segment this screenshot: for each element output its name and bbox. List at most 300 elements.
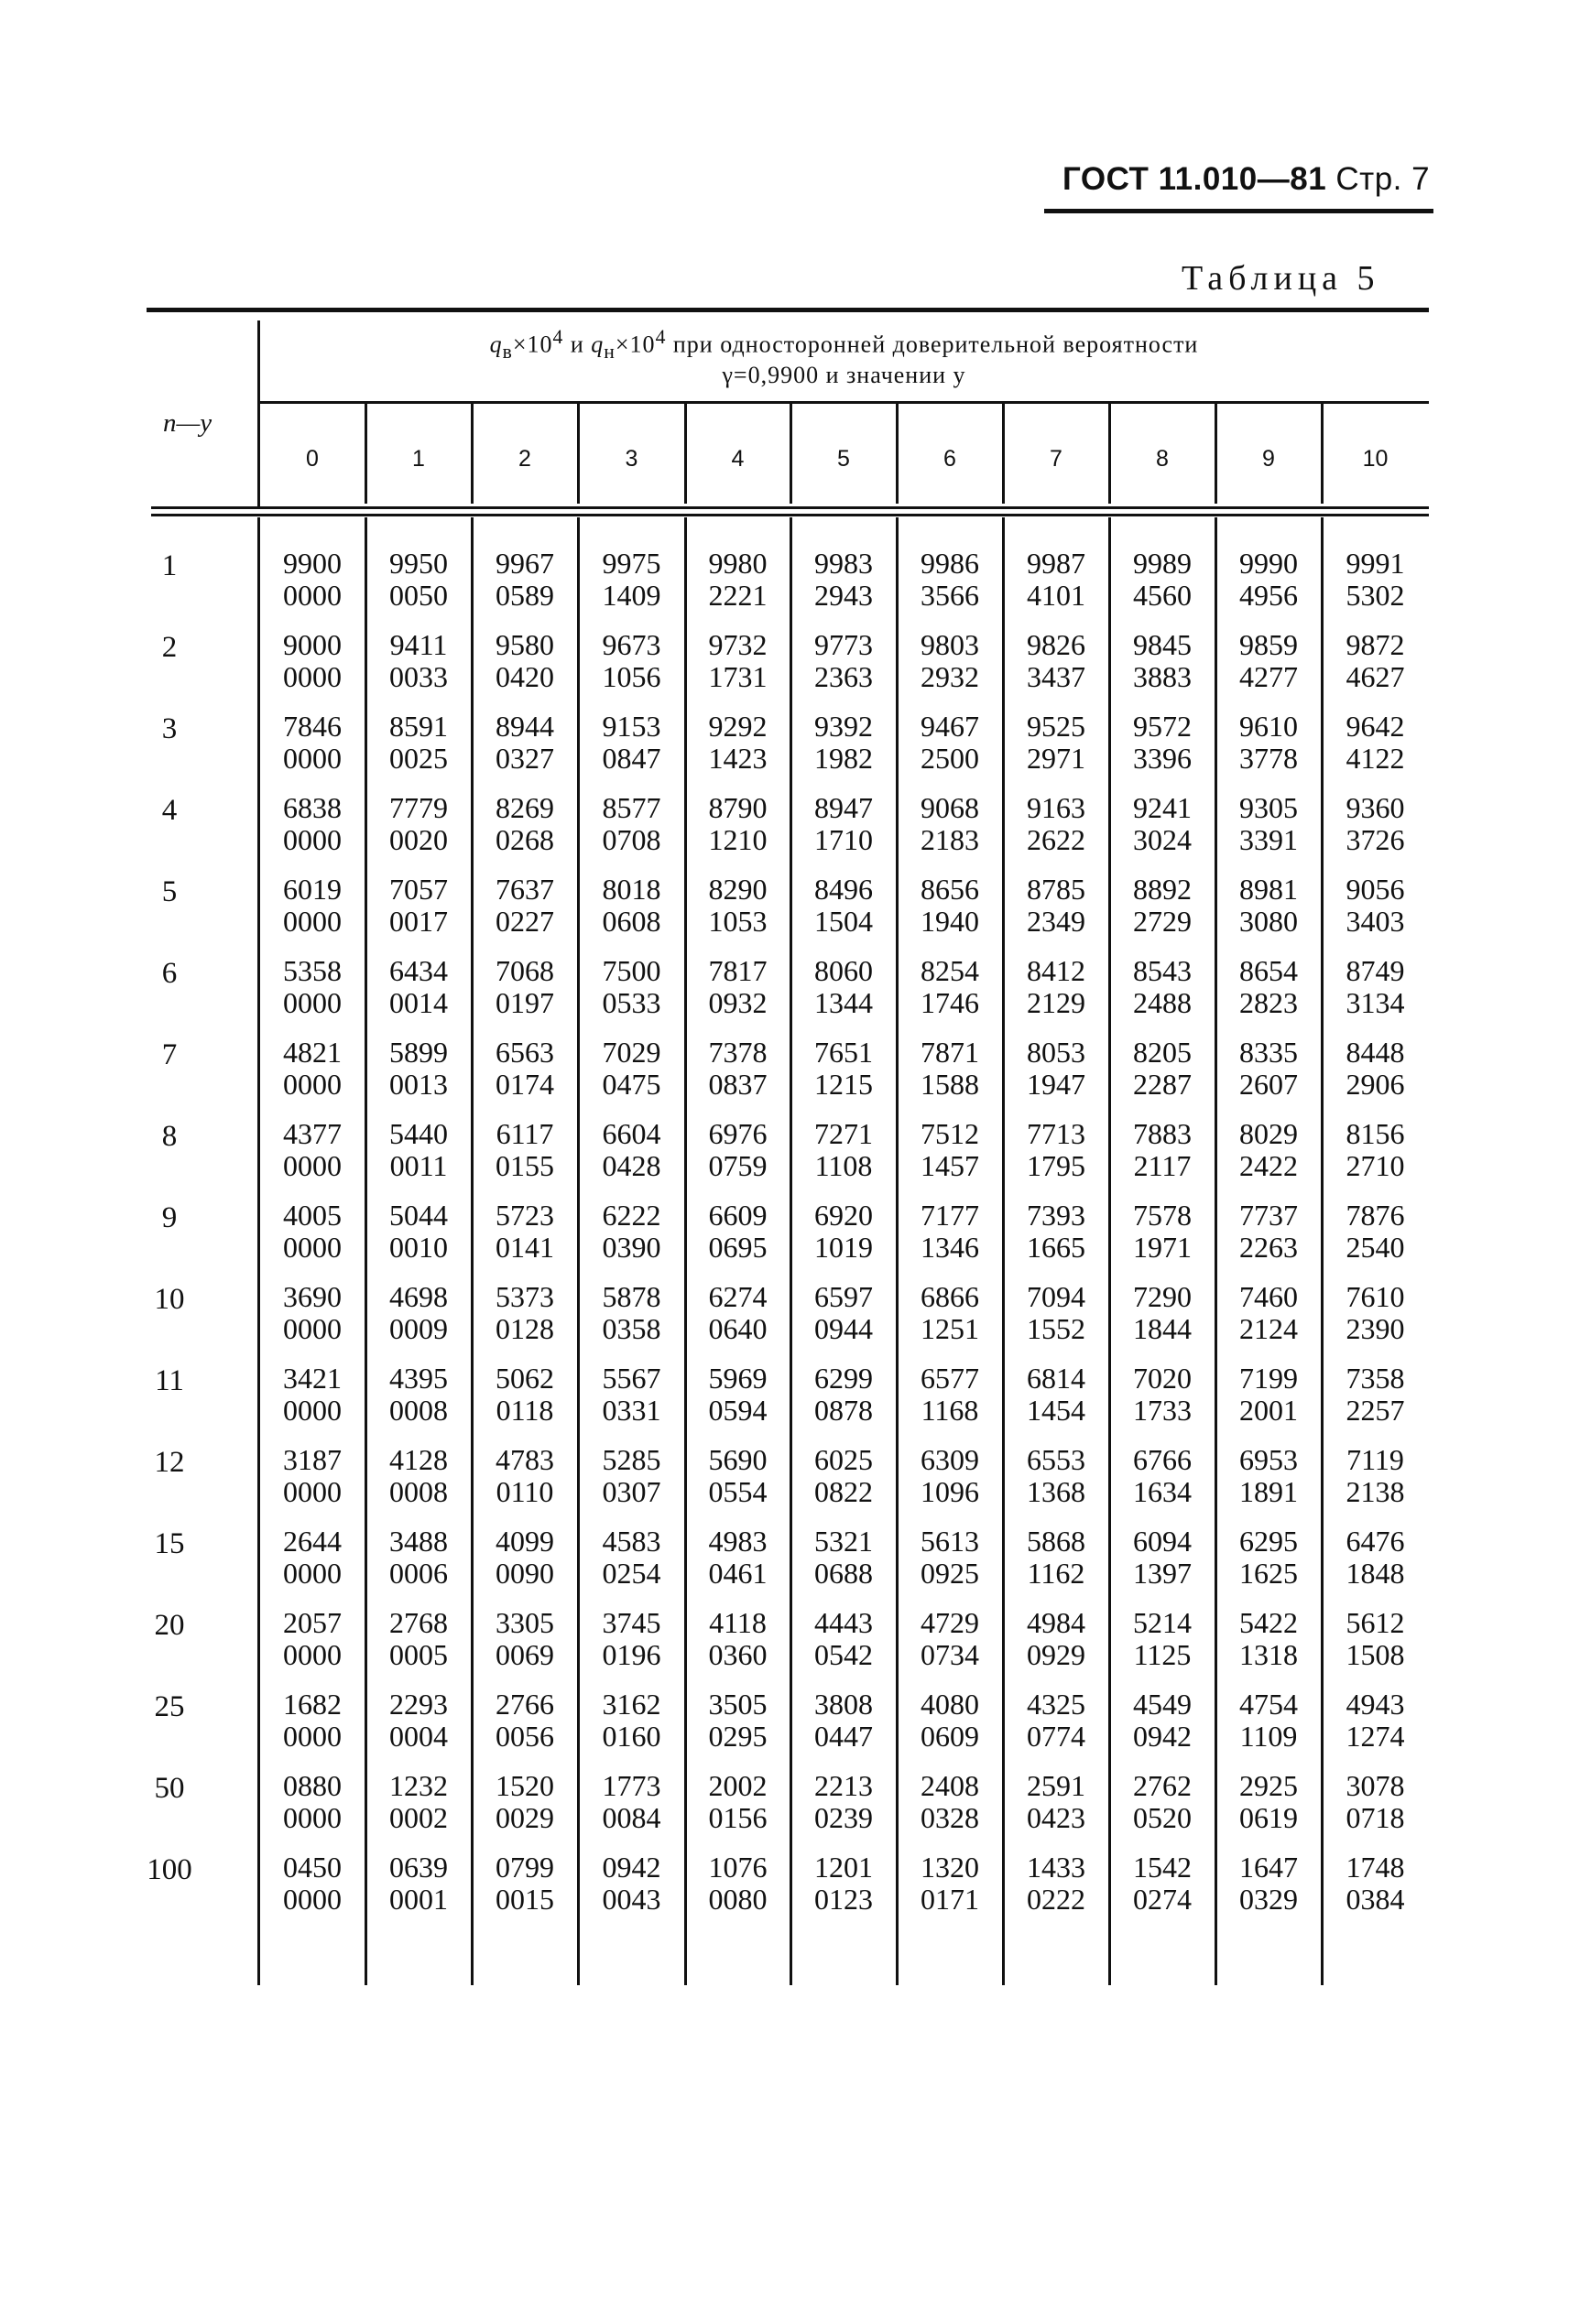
lower-value: 4101	[1027, 579, 1085, 612]
upper-value: 0639	[389, 1851, 448, 1884]
upper-value: 4549	[1133, 1688, 1192, 1721]
upper-value: 7871	[921, 1036, 979, 1069]
lower-value: 4627	[1346, 660, 1405, 693]
table-cell	[1003, 1281, 1109, 1345]
lower-value: 0000	[283, 660, 342, 693]
lower-value: 1318	[1239, 1638, 1298, 1671]
upper-value: 5878	[602, 1280, 661, 1313]
upper-value: 7876	[1346, 1199, 1405, 1232]
lower-value: 0589	[496, 579, 554, 612]
upper-value: 3187	[283, 1443, 342, 1476]
lower-value: 0274	[1133, 1883, 1192, 1916]
upper-value: 1201	[814, 1851, 873, 1884]
lower-value: 1746	[921, 986, 979, 1019]
lower-value: 0050	[389, 579, 448, 612]
upper-value: 2591	[1027, 1769, 1085, 1802]
lower-value: 0043	[602, 1883, 661, 1916]
table-cell	[472, 1363, 578, 1427]
column-header: 10	[1362, 446, 1389, 472]
lower-value: 2257	[1346, 1394, 1405, 1427]
lower-value: 0171	[921, 1883, 979, 1916]
upper-value: 1433	[1027, 1851, 1085, 1884]
table-cell	[472, 1118, 578, 1182]
table-cell	[578, 1607, 685, 1671]
upper-value: 2762	[1133, 1769, 1192, 1802]
lower-value: 2540	[1346, 1231, 1405, 1264]
table-cell	[897, 629, 1003, 693]
upper-value: 4099	[496, 1525, 554, 1558]
table-cell	[1109, 548, 1215, 612]
table-cell	[790, 1852, 897, 1916]
table-cell	[1003, 955, 1109, 1019]
upper-value: 8290	[708, 873, 768, 906]
lower-value: 0390	[602, 1231, 661, 1264]
lower-value: 1844	[1133, 1312, 1192, 1345]
upper-value: 1520	[496, 1769, 554, 1802]
lower-value: 0174	[496, 1068, 554, 1101]
upper-value: 7290	[1133, 1280, 1192, 1313]
upper-value: 9467	[921, 710, 979, 743]
upper-value: 6920	[814, 1199, 873, 1232]
upper-value: 9987	[1027, 547, 1085, 580]
table-cell	[1109, 1526, 1215, 1590]
table-cell	[1215, 1444, 1322, 1508]
upper-value: 7119	[1346, 1443, 1404, 1476]
lower-value: 0774	[1027, 1720, 1085, 1753]
header-bottom-double-rule-2	[151, 514, 1429, 516]
upper-value: 7057	[389, 873, 448, 906]
table-cell	[897, 1689, 1003, 1753]
row-label: 100	[147, 1853, 192, 1886]
table-cell	[790, 1444, 897, 1508]
lower-value: 1457	[921, 1149, 979, 1182]
table-cell	[897, 1444, 1003, 1508]
row-header-label: n—y	[163, 408, 212, 438]
upper-value: 7637	[496, 873, 554, 906]
table-cell	[1322, 792, 1429, 856]
upper-value: 9000	[283, 628, 342, 661]
table-cell	[1322, 548, 1429, 612]
lower-value: 0056	[496, 1720, 554, 1753]
upper-value: 5373	[496, 1280, 554, 1313]
lower-value: 1508	[1346, 1638, 1405, 1671]
lower-value: 2390	[1346, 1312, 1405, 1345]
table-cell	[1109, 1770, 1215, 1834]
table-cell	[259, 711, 365, 775]
table-cell	[790, 955, 897, 1019]
column-header: 3	[625, 446, 638, 472]
table-cell	[790, 1281, 897, 1345]
table-cell	[1003, 1200, 1109, 1264]
lower-value: 1168	[921, 1394, 979, 1427]
upper-value: 9642	[1346, 710, 1405, 743]
upper-value: 9986	[921, 547, 979, 580]
table-cell	[790, 711, 897, 775]
upper-value: 9292	[708, 710, 768, 743]
lower-value: 2488	[1133, 986, 1192, 1019]
lower-value: 4122	[1346, 742, 1405, 775]
table-cell	[472, 874, 578, 938]
table-cell	[1215, 629, 1322, 693]
table-cell	[897, 711, 1003, 775]
lower-value: 3566	[921, 579, 979, 612]
table-cell	[685, 1037, 790, 1101]
table-cell	[1215, 955, 1322, 1019]
table-cell	[472, 1526, 578, 1590]
upper-value: 6866	[921, 1280, 979, 1313]
lower-value: 0420	[496, 660, 554, 693]
upper-value: 3745	[602, 1606, 661, 1639]
lower-value: 1215	[814, 1068, 873, 1101]
upper-value: 6563	[496, 1036, 554, 1069]
lower-value: 1891	[1239, 1475, 1298, 1508]
lower-value: 0033	[389, 660, 448, 693]
column-header: 6	[943, 446, 956, 472]
lower-value: 1108	[814, 1149, 873, 1182]
upper-value: 9392	[814, 710, 873, 743]
upper-value: 8205	[1133, 1036, 1192, 1069]
row-label: 50	[154, 1772, 185, 1805]
upper-value: 7358	[1346, 1362, 1405, 1395]
lower-value: 0069	[496, 1638, 554, 1671]
upper-value: 6094	[1133, 1525, 1192, 1558]
lower-value: 4277	[1239, 660, 1298, 693]
upper-value: 9525	[1027, 710, 1085, 743]
upper-value: 1748	[1346, 1851, 1405, 1884]
column-header: 4	[731, 446, 745, 472]
lower-value: 0017	[389, 905, 448, 938]
upper-value: 9989	[1133, 547, 1192, 580]
lower-value: 0222	[1027, 1883, 1085, 1916]
lower-value: 0461	[708, 1557, 768, 1590]
upper-value: 6309	[921, 1443, 979, 1476]
header-rule	[1044, 209, 1433, 213]
table-cell	[1109, 955, 1215, 1019]
table-cell	[472, 1770, 578, 1834]
table-cell	[685, 1118, 790, 1182]
lower-value: 1109	[1239, 1720, 1298, 1753]
table-cell	[1322, 1607, 1429, 1671]
lower-value: 2287	[1133, 1068, 1192, 1101]
table-cell	[259, 629, 365, 693]
upper-value: 3505	[708, 1688, 768, 1721]
table-cell	[685, 1770, 790, 1834]
upper-value: 6476	[1346, 1525, 1405, 1558]
standard-number: ГОСТ 11.010—81	[1062, 161, 1327, 197]
lower-value: 0688	[814, 1557, 873, 1590]
table-cell	[897, 548, 1003, 612]
lower-value: 0520	[1133, 1801, 1192, 1834]
table-cell	[897, 1363, 1003, 1427]
upper-value: 2213	[814, 1769, 873, 1802]
upper-value: 4377	[283, 1117, 342, 1150]
table-cell	[365, 548, 472, 612]
lower-value: 0118	[496, 1394, 554, 1427]
row-label: 10	[154, 1283, 185, 1316]
table-cell	[1109, 1444, 1215, 1508]
lower-value: 0932	[708, 986, 768, 1019]
upper-value: 7846	[283, 710, 342, 743]
table-cell	[472, 629, 578, 693]
table-cell	[1322, 955, 1429, 1019]
upper-value: 4080	[921, 1688, 979, 1721]
table-cell	[1215, 548, 1322, 612]
upper-value: 0450	[283, 1851, 342, 1884]
upper-value: 8947	[814, 791, 873, 824]
upper-value: 6597	[814, 1280, 873, 1313]
row-label: 6	[161, 957, 178, 990]
table-cell	[365, 1200, 472, 1264]
lower-value: 1409	[602, 579, 661, 612]
table-cell	[685, 1281, 790, 1345]
table-cell	[685, 1526, 790, 1590]
table-cell	[685, 629, 790, 693]
upper-value: 9967	[496, 547, 554, 580]
lower-value: 1251	[921, 1312, 979, 1345]
lower-value: 0822	[814, 1475, 873, 1508]
upper-value: 4395	[389, 1362, 448, 1395]
table-cell	[790, 1200, 897, 1264]
table-cell	[1215, 1526, 1322, 1590]
upper-value: 9900	[283, 547, 342, 580]
lower-value: 0001	[389, 1883, 448, 1916]
upper-value: 7883	[1133, 1117, 1192, 1150]
lower-value: 1368	[1027, 1475, 1085, 1508]
upper-value: 6838	[283, 791, 342, 824]
lower-value: 0000	[283, 579, 342, 612]
lower-value: 0423	[1027, 1801, 1085, 1834]
upper-value: 9580	[496, 628, 554, 661]
lower-value: 1795	[1027, 1149, 1085, 1182]
table-cell	[685, 1200, 790, 1264]
lower-value: 0878	[814, 1394, 873, 1427]
lower-value: 2622	[1027, 823, 1085, 856]
table-cell	[685, 1444, 790, 1508]
upper-value: 0799	[496, 1851, 554, 1884]
table-cell	[472, 955, 578, 1019]
table-cell	[790, 1363, 897, 1427]
table-cell	[365, 629, 472, 693]
lower-value: 0475	[602, 1068, 661, 1101]
upper-value: 4118	[709, 1606, 767, 1639]
upper-value: 6814	[1027, 1362, 1085, 1395]
upper-value: 8496	[814, 873, 873, 906]
lower-value: 1344	[814, 986, 873, 1019]
lower-value: 0009	[389, 1312, 448, 1345]
table-cell	[259, 1281, 365, 1345]
lower-value: 4560	[1133, 579, 1192, 612]
lower-value: 0029	[496, 1801, 554, 1834]
lower-value: 0594	[708, 1394, 768, 1427]
table-cell	[365, 955, 472, 1019]
table-cell	[1003, 1037, 1109, 1101]
upper-value: 0942	[602, 1851, 661, 1884]
upper-value: 9872	[1346, 628, 1405, 661]
lower-value: 0160	[602, 1720, 661, 1753]
lower-value: 0000	[283, 1312, 342, 1345]
table-cell	[259, 548, 365, 612]
lower-value: 0110	[496, 1475, 554, 1508]
upper-value: 5440	[389, 1117, 448, 1150]
lower-value: 0554	[708, 1475, 768, 1508]
lower-value: 1731	[708, 660, 768, 693]
upper-value: 4821	[283, 1036, 342, 1069]
lower-value: 0837	[708, 1068, 768, 1101]
upper-value: 5969	[708, 1362, 768, 1395]
table-cell	[1003, 792, 1109, 856]
upper-value: 8018	[602, 873, 661, 906]
upper-value: 7068	[496, 954, 554, 987]
upper-value: 1076	[708, 1851, 768, 1884]
row-label: 15	[154, 1527, 185, 1560]
upper-value: 3078	[1346, 1769, 1405, 1802]
lower-value: 0542	[814, 1638, 873, 1671]
table-cell	[1215, 1770, 1322, 1834]
table-cell	[1109, 1118, 1215, 1182]
upper-value: 8156	[1346, 1117, 1405, 1150]
lower-value: 0020	[389, 823, 448, 856]
table-cell	[897, 1852, 1003, 1916]
upper-value: 7029	[602, 1036, 661, 1069]
row-label: 20	[154, 1609, 185, 1642]
table-cell	[790, 629, 897, 693]
table-cell	[685, 548, 790, 612]
upper-value: 1320	[921, 1851, 979, 1884]
lower-value: 0268	[496, 823, 554, 856]
row-label: 12	[154, 1446, 185, 1479]
lower-value: 2138	[1346, 1475, 1405, 1508]
table-cell	[1322, 1852, 1429, 1916]
upper-value: 8656	[921, 873, 979, 906]
lower-value: 0384	[1346, 1883, 1405, 1916]
table-cell	[1003, 711, 1109, 775]
row-label: 25	[154, 1690, 185, 1723]
lower-value: 3391	[1239, 823, 1298, 856]
lower-value: 0000	[283, 742, 342, 775]
table-cell	[578, 874, 685, 938]
upper-value: 8981	[1239, 873, 1298, 906]
table-cell	[1003, 1444, 1109, 1508]
lower-value: 2607	[1239, 1068, 1298, 1101]
table-cell	[578, 1770, 685, 1834]
upper-value: 7578	[1133, 1199, 1192, 1232]
lower-value: 1710	[814, 823, 873, 856]
column-header: 8	[1156, 446, 1169, 472]
lower-value: 1274	[1346, 1720, 1405, 1753]
lower-value: 2263	[1239, 1231, 1298, 1264]
header-bottom-double-rule	[151, 506, 1429, 509]
upper-value: 9950	[389, 547, 448, 580]
lower-value: 3134	[1346, 986, 1405, 1019]
lower-value: 0929	[1027, 1638, 1085, 1671]
lower-value: 3080	[1239, 905, 1298, 938]
upper-value: 6553	[1027, 1443, 1085, 1476]
upper-value: 8785	[1027, 873, 1085, 906]
upper-value: 8029	[1239, 1117, 1298, 1150]
lower-value: 2124	[1239, 1312, 1298, 1345]
table-cell	[259, 1526, 365, 1590]
table-cell	[685, 1852, 790, 1916]
upper-value: 5422	[1239, 1606, 1298, 1639]
upper-value: 8053	[1027, 1036, 1085, 1069]
lower-value: 0010	[389, 1231, 448, 1264]
lower-value: 2363	[814, 660, 873, 693]
table-cell	[1215, 1363, 1322, 1427]
table-cell	[1322, 1444, 1429, 1508]
table-cell	[1003, 1118, 1109, 1182]
upper-value: 9991	[1346, 547, 1405, 580]
row-label: 11	[155, 1364, 184, 1397]
upper-value: 6577	[921, 1362, 979, 1395]
upper-value: 6604	[602, 1117, 661, 1150]
lower-value: 0013	[389, 1068, 448, 1101]
upper-value: 2293	[389, 1688, 448, 1721]
lower-value: 2349	[1027, 905, 1085, 938]
lower-value: 5302	[1346, 579, 1405, 612]
upper-value: 6274	[708, 1280, 768, 1313]
upper-value: 8060	[814, 954, 873, 987]
lower-value: 0358	[602, 1312, 661, 1345]
table-cell	[897, 1200, 1003, 1264]
lower-value: 0000	[283, 1883, 342, 1916]
upper-value: 9153	[602, 710, 661, 743]
table-top-rule	[147, 308, 1429, 312]
table-cell	[1215, 1118, 1322, 1182]
lower-value: 0619	[1239, 1801, 1298, 1834]
lower-value: 0428	[602, 1149, 661, 1182]
table-cell	[897, 1770, 1003, 1834]
table-cell	[1003, 874, 1109, 938]
table-cell	[1109, 792, 1215, 856]
upper-value: 8254	[921, 954, 979, 987]
table-cell	[897, 1037, 1003, 1101]
table-cell	[259, 1363, 365, 1427]
table-cell	[472, 792, 578, 856]
table-cell	[1322, 1200, 1429, 1264]
table-cell	[1322, 1689, 1429, 1753]
lower-value: 1634	[1133, 1475, 1192, 1508]
lower-value: 0008	[389, 1394, 448, 1427]
table-cell	[578, 1444, 685, 1508]
lower-value: 2971	[1027, 742, 1085, 775]
upper-value: 9411	[389, 628, 448, 661]
table-cell	[472, 1689, 578, 1753]
upper-value: 9056	[1346, 873, 1405, 906]
lower-value: 2001	[1239, 1394, 1298, 1427]
upper-value: 2768	[389, 1606, 448, 1639]
table-cell	[1215, 792, 1322, 856]
upper-value: 5321	[814, 1525, 873, 1558]
table-cell	[365, 1689, 472, 1753]
lower-value: 0156	[708, 1801, 768, 1834]
lower-value: 0008	[389, 1475, 448, 1508]
table-cell	[1215, 1689, 1322, 1753]
upper-value: 1647	[1239, 1851, 1298, 1884]
lower-value: 3778	[1239, 742, 1298, 775]
upper-value: 2644	[283, 1525, 342, 1558]
lower-value: 1397	[1133, 1557, 1192, 1590]
lower-value: 2932	[921, 660, 979, 693]
table-cell	[1003, 1689, 1109, 1753]
upper-value: 6953	[1239, 1443, 1298, 1476]
lower-value: 1056	[602, 660, 661, 693]
upper-value: 4783	[496, 1443, 554, 1476]
lower-value: 0025	[389, 742, 448, 775]
upper-value: 9163	[1027, 791, 1085, 824]
lower-value: 0847	[602, 742, 661, 775]
table-cell	[1215, 1607, 1322, 1671]
upper-value: 8269	[496, 791, 554, 824]
